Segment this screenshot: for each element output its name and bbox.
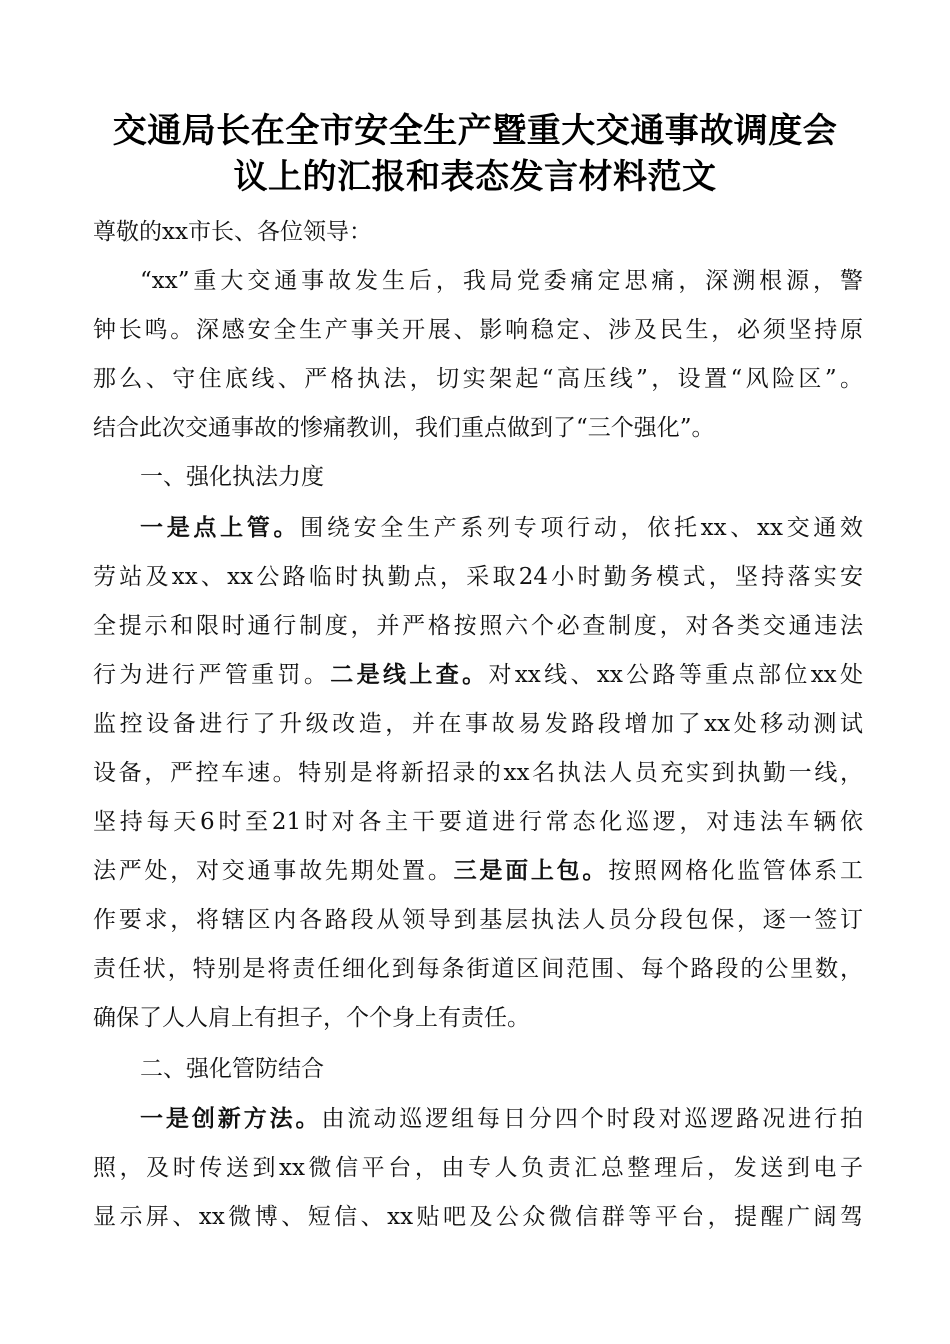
point-label: 三是面上包。 — [453, 858, 609, 884]
body-line: 一是创新方法。由流动巡逻组每日分四个时段对巡逻路况进行拍 — [140, 1106, 864, 1132]
title-line-1: 交通局长在全市安全生产暨重大交通事故调度会 — [112, 111, 838, 151]
body-line: 显示屏、xx微博、短信、xx贴吧及公众微信群等平台，提醒广阔驾 — [93, 1204, 863, 1230]
body-line: 确保了人人肩上有担子，个个身上有责任。 — [93, 1005, 530, 1031]
body-line: 一是点上管。围绕安全生产系列专项行动，依托xx、xx交通效 — [140, 515, 864, 541]
document-title — [60, 108, 890, 200]
salutation: 尊敬的xx市长、各位领导： — [93, 219, 372, 245]
body-line: 设备，严控车速。特别是将新招录的xx名执法人员充实到执勤一线， — [93, 760, 863, 786]
body-line: 监控设备进行了升级改造，并在事故易发路段增加了xx处移动测试 — [93, 711, 863, 737]
section-heading-2: 二、强化管防结合 — [140, 1056, 324, 1082]
point-label: 二是线上查。 — [330, 662, 489, 688]
intro-line: “xx”重大交通事故发生后，我局党委痛定思痛，深溯根源，警 — [140, 268, 863, 294]
body-line: 责任状，特别是将责任细化到每条街道区间范围、每个路段的公里数， — [93, 956, 863, 982]
point-label: 一是点上管。 — [140, 515, 301, 541]
body-line: 照，及时传送到xx微信平台，由专人负责汇总整理后，发送到电子 — [93, 1155, 863, 1181]
body-line: 坚持每天6时至21时对各主干要道进行常态化巡逻，对违法车辆依 — [93, 809, 863, 835]
body-line: 法严处，对交通事故先期处置。三是面上包。按照网格化监管体系工 — [93, 858, 864, 884]
point-label: 一是创新方法。 — [140, 1106, 322, 1132]
section-heading-1: 一、强化执法力度 — [140, 464, 324, 490]
body-line: 行为进行严管重罚。二是线上查。对xx线、xx公路等重点部位xx处 — [93, 662, 864, 688]
intro-line: 结合此次交通事故的惨痛教训，我们重点做到了“三个强化”。 — [93, 415, 715, 441]
intro-line: 钟长鸣。深感安全生产事关开展、影响稳定、涉及民生，必须坚持原 — [93, 317, 863, 343]
title-line-2: 议上的汇报和表态发言材料范文 — [233, 157, 717, 197]
body-line: 全提示和限时通行制度，并严格按照六个必查制度，对各类交通违法 — [93, 613, 863, 639]
body-line: 作要求，将辖区内各路段从领导到基层执法人员分段包保，逐一签订 — [93, 907, 863, 933]
intro-line: 那么、守住底线、严格执法，切实架起“高压线”，设置“风险区”。 — [93, 366, 863, 392]
body-line: 劳站及xx、xx公路临时执勤点，采取24小时勤务模式，坚持落实安 — [93, 564, 863, 590]
